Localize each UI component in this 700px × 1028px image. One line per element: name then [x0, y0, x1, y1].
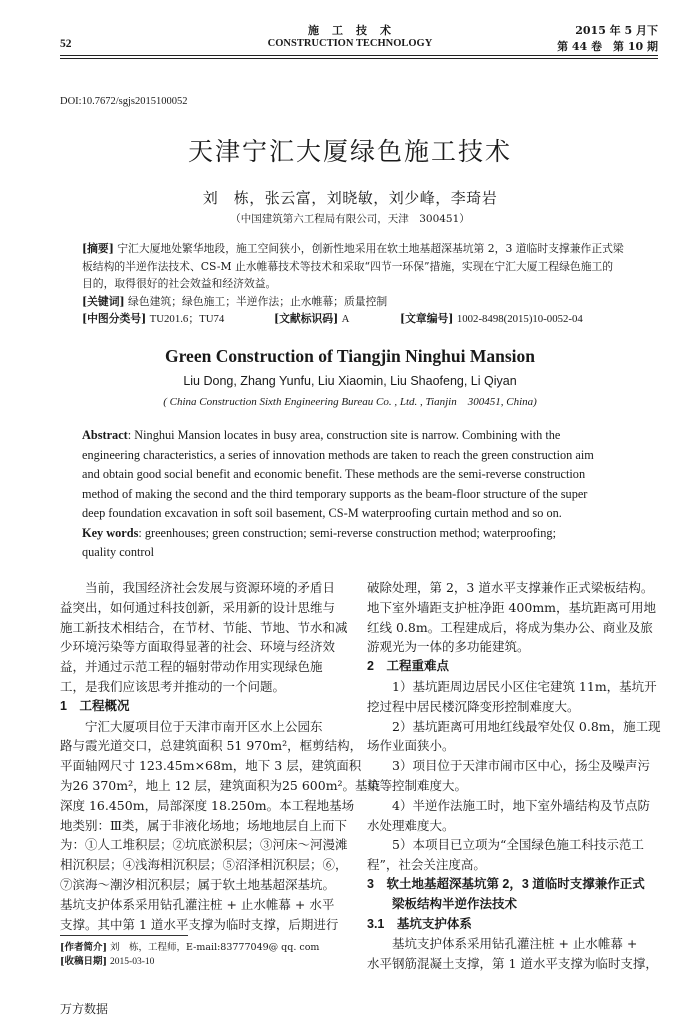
clc-label: [中图分类号]	[82, 312, 147, 325]
abstract-en-line: engineering characteristics, a series of innovation methods are taken to reach the green construction aim	[82, 447, 594, 462]
doc-value: A	[341, 313, 350, 325]
body-line: 基坑支护体系采用钻孔灌注桩 + 止水帷幕 + 水平	[60, 896, 335, 912]
abstract-cn-line: 板结构的半逆作法技术、CS-M 止水帷幕技术等技术和采取“四节一环保”措施，实现在宁汇大厦工程绿色施工的	[82, 259, 614, 273]
body-line: 为26 370m²，地上 12 层，建筑面积为25 600m²。基坑	[60, 777, 381, 793]
body-line: 水平钢筋混凝土支撑，第 1 道水平支撑为临时支撑，	[367, 956, 658, 972]
body-line: 染等控制难度大。	[367, 777, 468, 793]
body-line: 4）半逆作法施工时，地下室外墙结构及节点防	[367, 797, 650, 813]
body-line: 相沉积层；④浅海相沉积层；⑤沼泽相沉积层；⑥，	[60, 857, 348, 873]
body-line: 宁汇大厦项目位于天津市南开区水上公园东	[60, 718, 323, 734]
abstract-cn-label: [摘要]	[82, 242, 114, 255]
body-line: 地下室外墙距支护桩净距 400mm，基坑距离可用地	[367, 599, 657, 615]
article-value: 1002-8498(2015)10-0052-04	[456, 313, 583, 325]
article-number	[400, 310, 583, 329]
keywords-en-line: quality control	[82, 545, 155, 559]
keywords-cn: 绿色建筑；绿色施工；半逆作法；止水帷幕；质量控制	[128, 294, 388, 308]
body-line: 路与霞光道交口，总建筑面积 51 970m²，框剪结构，	[60, 738, 363, 754]
footnote	[60, 941, 319, 969]
affiliation-cn: （中国建筑第六工程局有限公司，天津 300451）	[230, 213, 470, 225]
page-number: 52	[60, 38, 72, 50]
body-line: ⑦滨海～潮汐相沉积层；属于软土地基超深基坑。	[60, 876, 336, 892]
abstract-cn-line: 宁汇大厦地处繁华地段，施工空间狭小，创新性地采用在软土地基超深基坑第 2，3 道临时支撑兼作正式梁	[117, 242, 624, 255]
doc-label: [文献标识码]	[274, 312, 339, 325]
body-line: 当前，我国经济社会发展与资源环境的矛盾日	[60, 580, 336, 595]
header-rule	[60, 55, 658, 56]
doi: DOI:10.7672/sgjs2015100052	[60, 96, 188, 107]
article-label: [文章编号]	[400, 312, 454, 325]
body-line: 基坑支护体系采用钻孔灌注桩 + 止水帷幕 +	[367, 936, 638, 952]
received-label: [收稿日期]	[60, 956, 107, 967]
abstract-cn	[82, 240, 652, 310]
body-line: 工，是我们应该思考并推动的一个问题。	[60, 678, 286, 694]
body-line: 施工新技术相结合，在节材、节能、节地、节水和减	[60, 619, 348, 635]
body-line: 3）项目位于天津市闹市区中心，扬尘及噪声污	[367, 758, 650, 774]
body-line: 支撑。其中第 1 道水平支撑为临时支撑，后期进行	[60, 916, 339, 932]
journal-name-en: CONSTRUCTION TECHNOLOGY	[267, 38, 433, 49]
right-column	[367, 578, 667, 974]
doc-code	[274, 310, 349, 329]
section-heading-3: 3 软土地基超深基坑第 2，3 道临时支撑兼作正式	[367, 876, 645, 891]
body-line: 挖过程中居民楼沉降变形控制难度大。	[367, 698, 580, 714]
abstract-en-line: deep foundation excavation in soft soil basement, CS-M waterproofing curtain method and so on.	[82, 506, 562, 520]
abstract-en-line: : Ninghui Mansion locates in busy area, construction site is narrow. Combining with the	[127, 428, 561, 442]
abstract-en-line: method of making the second and the third temporary supports as the beam-floor structure of the super	[82, 486, 588, 501]
author-note: 刘 栋，工程师，E-mail:83777049@ qq. com	[110, 942, 320, 953]
footer-watermark: 万方数据	[60, 1002, 109, 1016]
section-heading-2: 2 工程重难点	[367, 659, 449, 674]
keywords-cn-label: [关键词]	[82, 294, 125, 308]
keywords-en-label: Key words	[82, 525, 139, 540]
abstract-cn-line: 目的，取得很好的社会效益和经济效益。	[82, 277, 277, 290]
body-line: 红线 0.8m。工程建成后，将成为集办公、商业及旅	[367, 619, 653, 635]
abstract-en	[82, 426, 652, 563]
body-line: 少环境污染等方面取得显著的社会、环境与经济效	[60, 639, 336, 655]
header-rule-2	[60, 58, 658, 59]
title-en: Green Construction of Tiangjin Ninghui Mansion	[164, 346, 535, 366]
received-date: 2015-03-10	[110, 957, 155, 967]
left-column	[60, 578, 381, 934]
footnote-rule	[60, 935, 188, 936]
section-heading-3-1: 3.1 基坑支护体系	[367, 916, 472, 931]
body-line: 5）本项目已立项为“全国绿色施工科技示范工	[367, 837, 644, 853]
body-line: 平面轴网尺寸 123.45m×68m，地下 3 层，建筑面积	[60, 758, 362, 774]
authors-en: Liu Dong, Zhang Yunfu, Liu Xiaomin, Liu Shaofeng, Li Qiyan	[183, 374, 517, 388]
abstract-en-label: Abstract	[82, 428, 128, 442]
body-line: 场作业面狭小。	[367, 738, 455, 754]
body-line: 深度 16.450m，局部深度 18.250m。本工程地基场	[60, 797, 355, 813]
journal-name-cn: 施 工 技 术	[308, 24, 392, 37]
abstract-en-line: and obtain good social benefit and economic benefit. These methods are the semi-reverse construction	[82, 467, 586, 481]
author-note-label: [作者简介]	[60, 942, 107, 953]
body-line: 益突出，如何通过科技创新，采用新的设计思维与	[60, 599, 336, 615]
body-line: 2）基坑距离可用地红线最窄处仅 0.8m，施工现	[367, 718, 661, 734]
body-line: 地类别：Ⅲ类，属于非液化场地；场地地层自上而下	[60, 817, 348, 833]
body-line: 游观光为一体的多功能建筑。	[367, 639, 530, 655]
body-line: 程”，社会关注度高。	[367, 857, 486, 873]
affiliation-en: ( China Construction Sixth Engineering Bureau Co. , Ltd. , Tianjin 300451, China)	[163, 396, 537, 408]
title-cn: 天津宁汇大厦绿色施工技术	[187, 137, 512, 166]
section-heading-3-cont: 梁板结构半逆作法技术	[367, 896, 518, 911]
body-line: 为：①人工堆积层；②坑底淤积层；③河床～河漫滩	[60, 837, 348, 853]
clc-value: TU201.6；TU74	[149, 313, 225, 325]
body-line: 破除处理，第 2，3 道水平支撑兼作正式梁板结构。	[367, 580, 654, 595]
section-heading-1: 1 工程概况	[60, 698, 130, 713]
issue-volume: 第 44 卷 第 10 期	[557, 40, 658, 53]
issue-date: 2015 年 5 月下	[575, 24, 658, 37]
body-line: 1）基坑距周边居民小区住宅建筑 11m，基坑开	[367, 678, 657, 694]
body-line: 水处理难度大。	[367, 817, 455, 833]
authors-cn: 刘 栋，张云富，刘晓敏，刘少峰，李琦岩	[202, 189, 498, 207]
body-line: 益，并通过示范工程的辐射带动作用实现绿色施	[60, 659, 323, 675]
keywords-en-line: : greenhouses; green construction; semi-reverse construction method; waterproofing;	[138, 525, 556, 540]
